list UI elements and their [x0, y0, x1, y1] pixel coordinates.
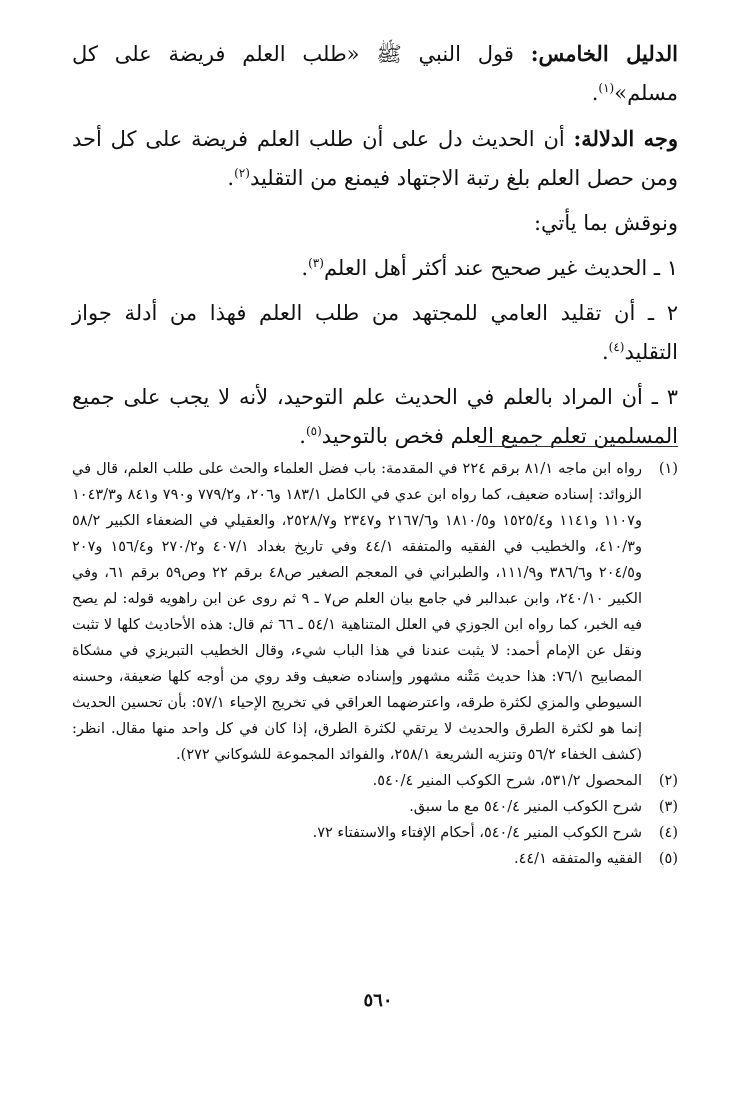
- page-number: ٥٦٠: [363, 990, 393, 1011]
- paragraph-point-3: ٣ ـ أن المراد بالعلم في الحديث علم التوحيد، لأنه لا يجب على جميع المسلمين تعلم جميع العلم فخص بالتوحيد$^{(٥)}$.: [72, 385, 678, 448]
- paragraph-text: قول النبي ﷺ «طلب العلم فريضة على كل مسلم»: [72, 42, 678, 105]
- footnote-text: شرح الكوكب المنير ٥٤٠/٤ مع ما سبق.: [409, 799, 642, 815]
- footnote-ref[interactable]: (٤): [608, 340, 625, 354]
- footnote-text: الفقيه والمتفقه ٤٤/١.: [514, 851, 642, 867]
- footnote-ref[interactable]: (٢): [234, 166, 250, 180]
- footnote-number: (٥): [658, 851, 678, 867]
- paragraph-text: أن الحديث دل على أن طلب العلم فريضة على كل أحد ومن حصل العلم بلغ رتبة الاجتهاد فيمنع من التقليد: [72, 127, 678, 190]
- heading-evidence-point: وجه الدلالة:: [573, 126, 678, 151]
- main-text: [72, 34, 678, 462]
- footnotes: [72, 456, 678, 872]
- footnote-ref[interactable]: (٥): [305, 424, 322, 438]
- footnote-text: رواه ابن ماجه ٨١/١ برقم ٢٢٤ في المقدمة: باب فضل العلماء والحث على طلب العلم، قال في الزوائد: إسناده ضعيف، كما رواه ابن عدي في الكامل ١٨٣/١ و٢٠٦، و٧٧٩/٢ و٧٩٠ و٨٤١ و١٠٤٣/٣ و١١٠٧ و١١٤١ و١٥٢٥/٤ و١٨١٠/٥ و٢١٦٧/٦ و٢٣٤٧ و٢٥٢٨/٧، والعقيلي في الضعفاء الكبير ٥٨/٢ و٤١٠/٣، والخطيب في الفقيه والمتفقه ٤٤/١ وفي تاريخ بغداد ٤٠٧/١ و٢٧٠/٢ و١٥٦/٤ و٢٠٧ و٢٠٤/٥ و٣٨٦/٦ و١١١/٩، والطبراني في المعجم الصغير ص٤٨ برقم ٢٢ وص٥٩ برقم ٦١، وفي الكبير ٢٤٠/١٠، وابن عبدالبر في جامع بيان العلم ص٧ ـ ٩ ثم روى عن ابن راهويه قوله: لم يصح فيه الخبر، كما رواه ابن الجوزي في العلل المتناهية ٥٤/١ ـ ٦٦ ثم قال: هذه الأحاديث كلها لا تثبت ونقل عن الإمام أحمد: لا يثبت عندنا في هذا الباب شيء، وقال الخطيب التبريزي في مشكاة المصابيح ٧٦/١: هذا حديث مَتْنه مشهور وإسناده ضعيف وقد روي من أوجه كلها ضعيفة، وحسنه السيوطي والمزي لكثرة طرقه، واعترضهما العراقي في تخريج الإحياء ٥٧/١: بأن تحسين الحديث إنما هو لكثرة الطرق والحديث لا يرتقي لكثرة الطرق، إذا كان في كل واحد منها مقال. انظر: (كشف الخفاء ٥٦/٢ وتنزيه الشريعة ٢٥٨/١، والفوائد المجموعة للشوكاني ٢٧٢).: [72, 461, 643, 763]
- footnote-number: (٤): [658, 825, 678, 841]
- footnote-number: (٣): [658, 799, 678, 815]
- footnote-item: [72, 768, 678, 794]
- footnote-text: شرح الكوكب المنير ٥٤٠/٤، أحكام الإفتاء والاستفتاء ٧٢.: [312, 825, 642, 841]
- footnote-item: [72, 794, 678, 820]
- paragraph-text: ٣ ـ أن المراد بالعلم في الحديث علم التوحيد، لأنه لا يجب على جميع المسلمين تعلم جميع العلم فخص بالتوحيد: [72, 385, 678, 448]
- paragraph-point-2: ٢ ـ أن تقليد العامي للمجتهد من طلب العلم فهذا من أدلة جواز التقليد$^{(٤)}$.: [72, 301, 678, 364]
- paragraph-text: ٢ ـ أن تقليد العامي للمجتهد من طلب العلم فهذا من أدلة جواز التقليد: [72, 301, 678, 364]
- footnote-ref[interactable]: (٣): [308, 256, 324, 270]
- paragraph-evidence-point: وجه الدلالة: أن الحديث دل على أن طلب العلم فريضة على كل أحد ومن حصل العلم بلغ رتبة الاجتهاد فيمنع من التقليد$^{(٢)}$.: [72, 126, 678, 190]
- footnote-ref[interactable]: (١): [598, 81, 615, 95]
- footnote-divider: [478, 446, 678, 447]
- paragraph-fifth-evidence: الدليل الخامس: قول النبي ﷺ «طلب العلم فريضة على كل مسلم»$^{(١)}$.: [72, 41, 678, 105]
- paragraph-point-1: ١ ـ الحديث غير صحيح عند أكثر أهل العلم$^{(٣)}$.: [301, 256, 678, 280]
- footnote-number: (١): [658, 461, 678, 477]
- heading-fifth-evidence: الدليل الخامس:: [530, 41, 678, 66]
- footnote-item: [72, 846, 678, 872]
- paragraph-discussion-intro: [72, 204, 678, 243]
- footnote-item: [72, 820, 678, 846]
- paragraph-text: ١ ـ الحديث غير صحيح عند أكثر أهل العلم: [323, 256, 678, 280]
- paragraph-text: ونوقش بما يأتي:: [533, 211, 678, 235]
- footnote-text: المحصول ٥٣١/٢، شرح الكوكب المنير ٥٤٠/٤.: [372, 773, 642, 789]
- footnote-number: (٢): [658, 773, 678, 789]
- footnote-item: [72, 456, 678, 768]
